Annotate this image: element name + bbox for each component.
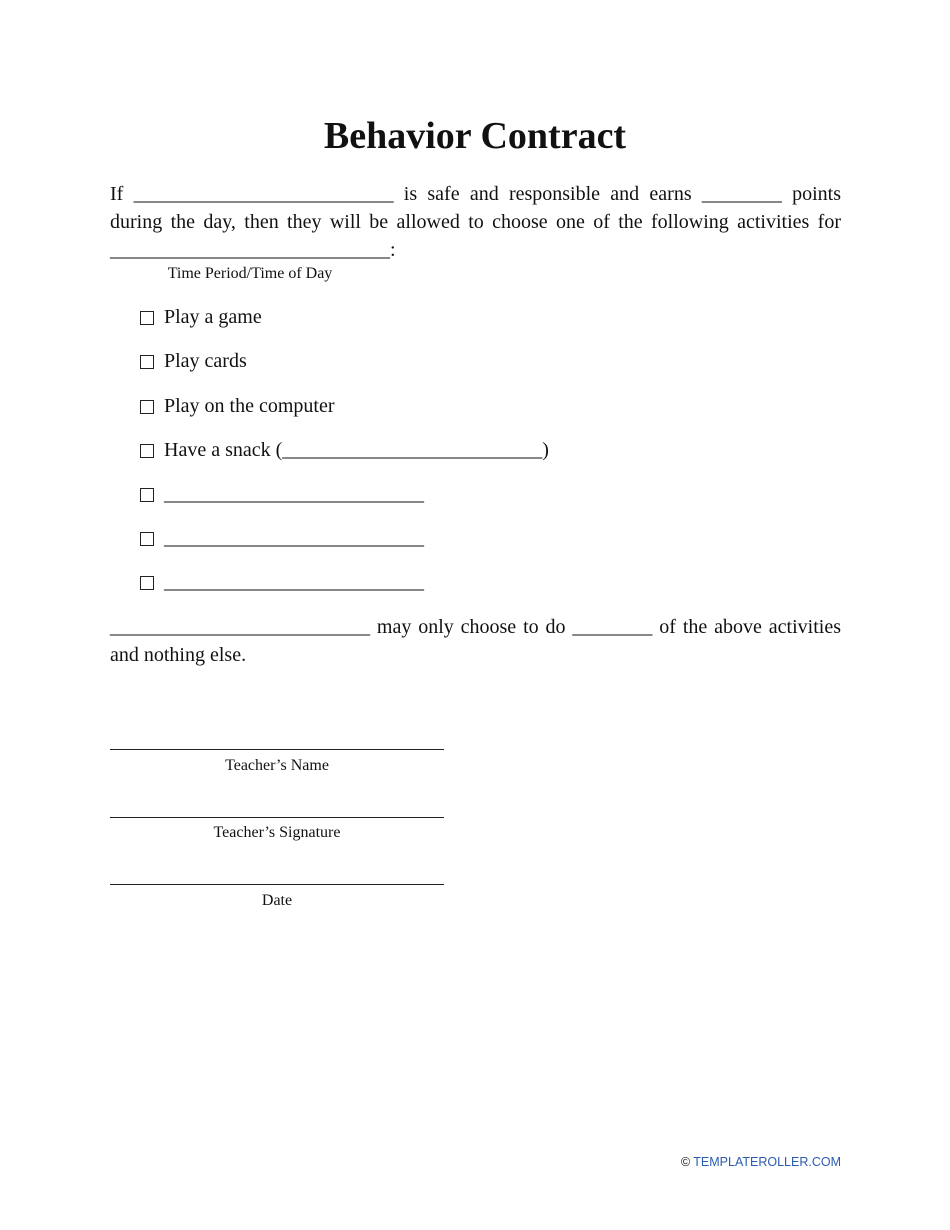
teacher-signature-line[interactable]	[110, 817, 444, 818]
activity-item[interactable]	[140, 439, 549, 462]
intro-paragraph: If __________________________ is safe and responsible and earns ________ points during the day, then they will be allowed to choose one of the following activities for ____________________________:	[110, 183, 841, 261]
activity-blank[interactable]: __________________________	[164, 527, 424, 549]
activity-blank[interactable]: __________________________	[164, 571, 424, 593]
activity-item[interactable]	[140, 527, 424, 550]
activity-item[interactable]	[140, 395, 335, 418]
date-caption: Date	[261, 892, 293, 909]
checkbox-icon[interactable]	[140, 532, 154, 546]
activity-item[interactable]	[140, 571, 424, 594]
checkbox-icon[interactable]	[140, 488, 154, 502]
checkbox-icon[interactable]	[140, 576, 154, 590]
activity-label: Have a snack (__________________________)	[164, 439, 549, 461]
activity-item[interactable]	[140, 350, 247, 373]
activity-item[interactable]	[140, 483, 424, 506]
time-period-caption: Time Period/Time of Day	[167, 265, 333, 282]
activity-item[interactable]	[140, 306, 262, 329]
page-title: Behavior Contract	[323, 115, 627, 157]
teacher-signature-caption: Teacher’s Signature	[213, 824, 341, 841]
activity-blank[interactable]: __________________________	[164, 483, 424, 505]
teacher-name-line[interactable]	[110, 749, 444, 750]
checkbox-icon[interactable]	[140, 444, 154, 458]
activity-label: Play cards	[164, 350, 247, 372]
activity-label: Play a game	[164, 306, 262, 328]
activity-label: Play on the computer	[164, 395, 335, 417]
brand-link[interactable]: TEMPLATEROLLER.COM	[693, 1155, 841, 1169]
checkbox-icon[interactable]	[140, 311, 154, 325]
footer	[681, 1155, 841, 1169]
teacher-name-caption: Teacher’s Name	[225, 757, 329, 774]
closing-paragraph: __________________________ may only choose to do ________ of the above activities and nothing else.	[110, 616, 841, 666]
checkbox-icon[interactable]	[140, 400, 154, 414]
copyright-icon: ©	[680, 1155, 691, 1169]
checkbox-icon[interactable]	[140, 355, 154, 369]
date-line[interactable]	[110, 884, 444, 885]
